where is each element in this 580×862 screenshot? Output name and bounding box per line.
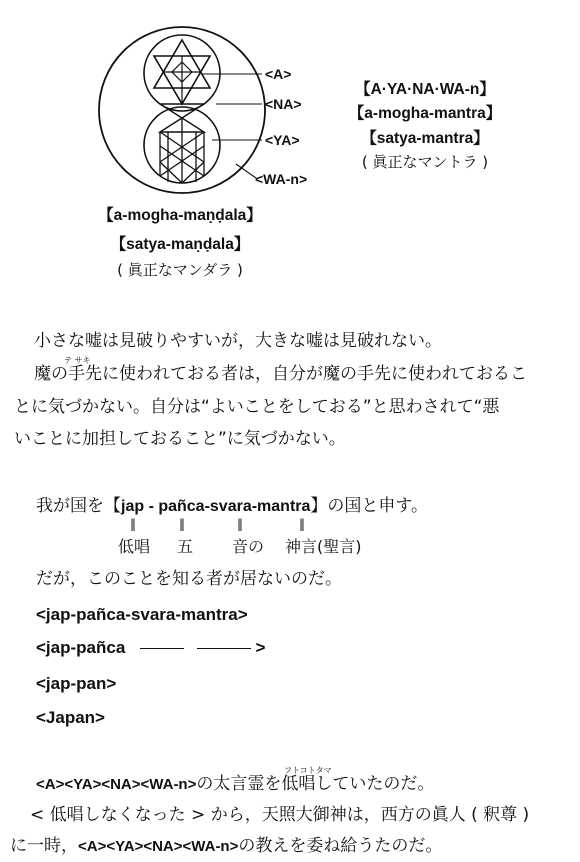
gloss-mark-1: ‖ — [130, 517, 136, 531]
caption-satya-mandala: 【satya-maṇḍala】 — [110, 236, 250, 253]
p1-line3: とに気づかない。自分は“よいことをしておる”と思わされて“悪 — [14, 397, 500, 417]
caption-amogha-mandala: 【a-mogha-maṇḍala】 — [98, 207, 262, 224]
p2-item1: <jap-pañca-svara-mantra> — [36, 605, 248, 624]
p3-line1-tags: <A><YA><NA><WA-n> — [36, 776, 197, 793]
p3-line1 — [36, 774, 434, 795]
p1-ruby: テ サキ — [64, 356, 91, 365]
dash-line-2 — [197, 648, 251, 649]
label-na: <NA> — [265, 96, 302, 112]
p2-item2 — [36, 638, 265, 658]
caption-true-mandala: ( 眞正なマンダラ ) — [117, 261, 243, 279]
label-a: <A> — [265, 66, 292, 82]
caption-ayanawan: 【A·YA·NA·WA-n】 — [355, 81, 495, 98]
p2-item4: <Japan> — [36, 708, 105, 727]
label-ya: <YA> — [265, 132, 300, 148]
p1-line1: 小さな嘘は見破りやすいが，大きな嘘は見破れない。 — [34, 331, 442, 351]
p1-line4: いことに加担しておること”に気づかない。 — [14, 429, 346, 449]
p2-line1 — [36, 496, 428, 517]
gloss-1: 低唱 — [118, 537, 151, 556]
p3-line3 — [10, 836, 442, 857]
caption-true-mantra: ( 眞正なマントラ ) — [361, 153, 489, 171]
gloss-3: 音の — [232, 537, 265, 556]
p2-line1-pre: 我が国を【 — [36, 496, 121, 516]
caption-amogha-mantra: 【a-mogha-mantra】 — [348, 105, 502, 122]
p3-line3-tags: <A><YA><NA><WA-n> — [78, 838, 239, 855]
p3-line3-rest: の教えを委ね給うたのだ。 — [238, 836, 443, 856]
gloss-4: 神言(聖言) — [285, 537, 362, 556]
p2-line1-post: 】の国と申す。 — [310, 496, 429, 516]
caption-satya-mantra: 【satya-mantra】 — [361, 130, 489, 147]
p3-ruby: フトコトタマ — [284, 766, 332, 775]
p3-line2: < 低唱しなくなった > から，天照大御神は，西方の眞人 ( 釈尊 ) — [30, 805, 530, 825]
p2-line3: だが，このことを知る者が居ないのだ。 — [36, 569, 342, 589]
gloss-mark-3: ‖ — [237, 517, 243, 531]
p2-mantra: jap - pañca-svara-mantra — [121, 498, 311, 515]
p2-item2-end: > — [255, 638, 266, 657]
p3-line3-pre: に一時， — [10, 836, 78, 856]
gloss-2: 五 — [177, 537, 194, 556]
p2-item2-text: <jap-pañca — [36, 638, 126, 657]
p2-item3: <jap-pan> — [36, 674, 117, 693]
dash-line-1 — [140, 648, 184, 649]
p3-line1-rest: の太言霊を低唱していたのだ。 — [196, 774, 435, 794]
gloss-mark-4: ‖ — [299, 517, 305, 531]
p1-line2: 魔の手先に使われておる者は，自分が魔の手先に使われておるこ — [34, 364, 527, 384]
gloss-mark-2: ‖ — [179, 517, 185, 531]
label-wa-n: <WA-n> — [255, 171, 308, 187]
